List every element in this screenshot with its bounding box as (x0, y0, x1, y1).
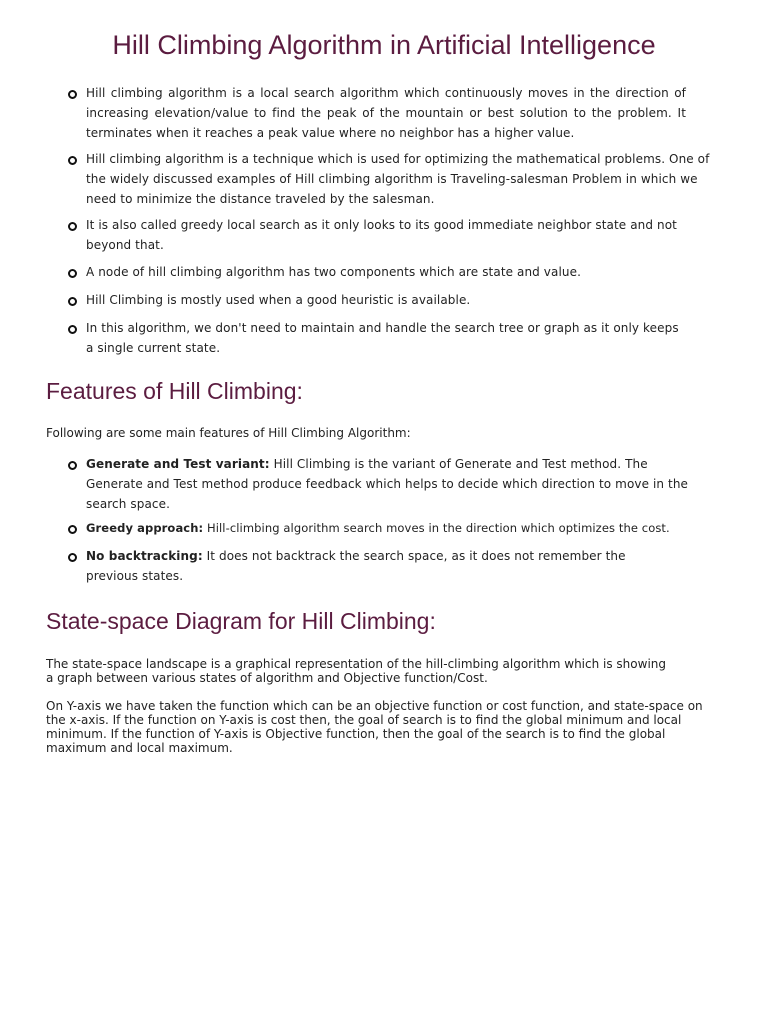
list-item (86, 290, 686, 318)
list-item (86, 318, 686, 360)
statespace-heading: State-space Diagram for Hill Climbing: (46, 608, 436, 634)
list-item (86, 215, 686, 262)
bullet-icon (68, 222, 77, 231)
list-item-text: Hill Climbing is mostly used when a good heuristic is available. (86, 293, 471, 307)
list-item-text: Hill climbing algorithm is a technique which is used for optimizing the mathematical problems. One of the widely discussed examples of Hill climbing algorithm is Traveling-salesman Problem in which we need to minimize the distance traveled by the salesman. (86, 152, 710, 206)
list-item-text: It is also called greedy local search as it only looks to its good immediate neighbor state and not beyond that. (86, 218, 677, 252)
list-item-text: Hill climbing algorithm is a local search algorithm which continuously moves in the direction of increasing elevation/value to find the peak of the mountain or best solution to the problem. It terminates when it reaches a peak value where no neighbor has a higher value. (86, 86, 686, 140)
list-item-text (86, 518, 706, 538)
list-item (86, 83, 686, 149)
list-item (86, 262, 686, 290)
page-title: Hill Climbing Algorithm in Artificial Intelligence (112, 30, 656, 60)
bullet-icon (68, 553, 77, 562)
bullet-icon (68, 156, 77, 165)
bullet-icon (68, 325, 77, 334)
list-item (86, 149, 714, 215)
list-item-text: In this algorithm, we don't need to maintain and handle the search tree or graph as it only keeps a single current state. (86, 321, 679, 355)
bullet-icon (68, 461, 77, 470)
feature-description: Hill-climbing algorithm search moves in the direction which optimizes the cost. (203, 521, 670, 535)
features-list (86, 454, 706, 588)
bullet-icon (68, 90, 77, 99)
feature-item-greedy-approach (86, 518, 706, 546)
list-item-text (86, 454, 706, 514)
statespace-paragraph-1: The state-space landscape is a graphical representation of the hill-climbing algorithm which is showing a graph between various states of algorithm and Objective function/Cost. (46, 657, 666, 685)
feature-description: Hill Climbing is the variant of Generate and Test method. The Generate and Test method produce feedback which helps to decide which direction to move in the search space. (86, 457, 689, 511)
features-heading: Features of Hill Climbing: (46, 378, 303, 404)
feature-term: Greedy approach: (86, 521, 204, 535)
statespace-paragraph-2: On Y-axis we have taken the function which can be an objective function or cost function, and state-space on the x-axis. If the function on Y-axis is cost then, the goal of search is to find the global minimum and local minimum. If the function of Y-axis is Objective function, then the goal of the search is to find the global maximum and local maximum. (46, 699, 703, 755)
features-lead: Following are some main features of Hill Climbing Algorithm: (46, 426, 411, 440)
feature-term: No backtracking: (86, 549, 203, 563)
intro-bullet-list (86, 83, 710, 360)
bullet-icon (68, 297, 77, 306)
bullet-icon (68, 269, 77, 278)
feature-item-generate-and-test (86, 454, 706, 518)
feature-description: It does not backtrack the search space, as it does not remember the previous states. (86, 549, 626, 583)
feature-term: Generate and Test variant: (86, 457, 270, 471)
feature-item-no-backtracking (86, 546, 676, 588)
list-item-text: A node of hill climbing algorithm has two components which are state and value. (86, 265, 582, 279)
list-item-text (86, 546, 676, 586)
bullet-icon (68, 525, 77, 534)
